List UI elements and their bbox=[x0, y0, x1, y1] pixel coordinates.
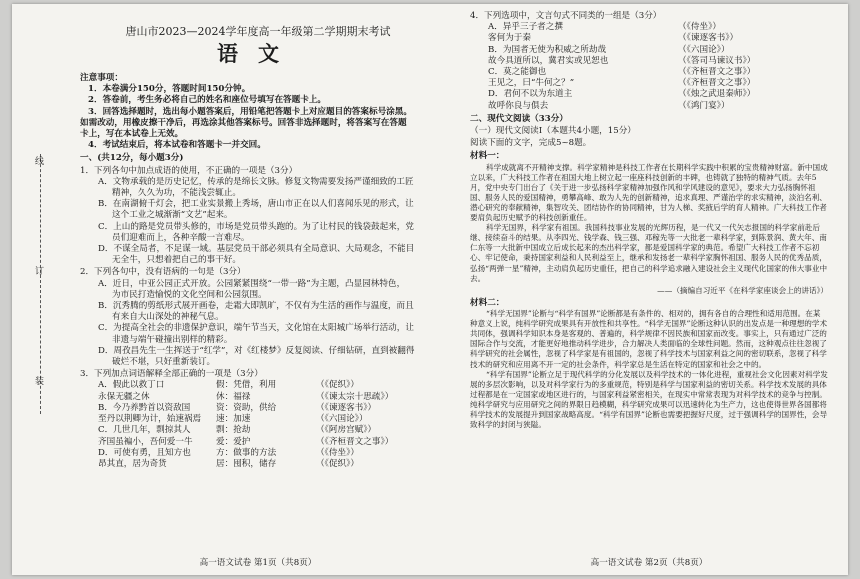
q3-source: （《促织》） bbox=[316, 380, 359, 391]
subject-title: 语文 bbox=[217, 41, 299, 66]
section-1-heading: 一、(共12分，每小题3分) bbox=[80, 153, 184, 164]
q1-option-a: A．文物承载的是历史记忆，传承的是绵长文脉。修复文物需要发扬严谨细致的工匠 bbox=[98, 176, 414, 187]
q3-row-7 bbox=[98, 448, 436, 459]
q4-source: （《齐桓晋文之事》） bbox=[678, 67, 756, 78]
q4-c-row-2 bbox=[488, 78, 828, 89]
binding-mark-2: 订 bbox=[35, 267, 45, 277]
material-2-body bbox=[470, 309, 828, 430]
q3-source: （《六国论》） bbox=[316, 414, 368, 425]
q4-text: 故呼你良与俱去 bbox=[488, 100, 549, 111]
q3-row-4 bbox=[98, 414, 436, 425]
q3-row-6 bbox=[98, 437, 436, 448]
q4-source: （《谏逐客书》） bbox=[678, 33, 739, 44]
q3-gloss: 假：凭借，利用 bbox=[216, 380, 277, 391]
q4-text: 客何为于秦 bbox=[488, 33, 531, 44]
q3-row-1 bbox=[98, 380, 436, 391]
q3-row-5 bbox=[98, 425, 436, 436]
q2-option-a-cont: 为市民打造愉悦的文化空间和公园氛围。 bbox=[112, 289, 267, 300]
q1-option-c-cont: 员们迎难而上，各种辛酸一言难尽。 bbox=[112, 232, 250, 243]
q3-text: B．今乃养黔首以资敌国 bbox=[98, 402, 191, 413]
q4-source: （《烛之武退秦师》） bbox=[678, 89, 756, 100]
note-4: 4．考试结束后，将本试卷和答题卡一并交回。 bbox=[88, 140, 266, 151]
exam-title: 唐山市2023—2024学年度高一年级第二学期期末考试 bbox=[125, 25, 391, 38]
question-2: 2．下列各句中，没有语病的一句是（3分） bbox=[80, 267, 246, 278]
material-2-para-2: “科学有国界”论断立足于现代科学的分化发展以及科学技术的一体化进程，重视社会文化因素对科学发展的多层次影响，以及对科学家行为的多重规范，特别是科学与国家利益的密切关系。科学技术发展的具体过程都是在一定国家或地区进行的，与国家利益紧密相关，在现实中常常表现为对科学技术的竞争与控制。纯科学研究与应用研究之间的界限日趋模糊，科学研究成果可以迅速转化为生产力，这也使得世界各国都将科学技术的发展提升到国家战略高度。“科学有国界”论断也需要把握好尺度，过于强调科学的国界性，会导致科学的封闭与狭隘。 bbox=[470, 369, 828, 430]
q2-option-a: A．近日，中亚公园正式开放。公园紧紧围绕“一带一路”为主题，凸显园林特色， bbox=[98, 278, 406, 289]
q2-option-b: B．沉秀腾的剪纸形式展开画卷，走霜大即凯旷，不仅有为生活的画作与温度，而且 bbox=[98, 301, 414, 312]
material-1-para-1: 科学成就离不开精神支撑。科学家精神是科技工作者在长期科学实践中积累的宝贵精神财富。新中国成立以来，广大科技工作者在祖国大地上树立起一座座科技创新的丰碑，也铸就了独特的精神气质。去年5月，党中央专门出台了《关于进一步弘扬科学家精神加强作风和学风建设的意见》，要求大力弘扬胸怀祖国、服务人民的爱国精神，勇攀高峰、敢为人先的创新精神，追求真理、严谨治学的求实精神，淡泊名利、潜心研究的奉献精神，集智攻关、团结协作的协同精神，甘为人梯、奖掖后学的育人精神。广大科技工作者要肩负起历史赋予的科技创新重任。 bbox=[470, 162, 828, 223]
exam-sheet bbox=[12, 4, 848, 575]
q4-text: 王见之，曰“牛何之？” bbox=[488, 78, 575, 89]
q3-text: D．可使有勇，且知方也 bbox=[98, 447, 191, 458]
section-2-heading: 二、现代文阅读（33分） bbox=[470, 113, 568, 124]
q3-source: （《促织》） bbox=[316, 458, 359, 469]
q1-option-b-cont: 这个工业之城渐渐“文艺”起来。 bbox=[112, 210, 233, 221]
q4-source: （《侍坐》） bbox=[678, 22, 721, 33]
q4-b-row-2 bbox=[488, 56, 828, 67]
q3-row-8 bbox=[98, 459, 436, 470]
q3-source: （《阿房宫赋》） bbox=[316, 425, 377, 436]
q4-d-row-1 bbox=[488, 89, 828, 100]
q4-a-row-2 bbox=[488, 33, 828, 44]
q3-text: 齐国虽褊小，吾何爱一牛 bbox=[98, 436, 193, 447]
binding-line bbox=[35, 154, 51, 414]
q2-option-c-cont: 非遗与端午碰撞出别样的精彩。 bbox=[112, 334, 233, 345]
q4-a-row-1 bbox=[488, 22, 828, 33]
note-2: 2．答卷前，考生务必将自己的姓名和座位号填写在答题卡上。 bbox=[88, 95, 327, 106]
material-1-body bbox=[470, 163, 828, 296]
q3-gloss: 资：资助，供给 bbox=[216, 402, 277, 413]
note-3b: 如需改动，用橡皮擦干净后，再选涂其他答案标号。回答非选择题时，将答案写在答题 bbox=[80, 117, 407, 128]
q4-source: （《齐桓晋文之事》） bbox=[678, 78, 756, 89]
question-1: 1．下列各句中加点成语的使用，不正确的一项是（3分） bbox=[80, 165, 298, 176]
q3-gloss: 速：加速 bbox=[216, 414, 251, 425]
notes-heading: 注意事项： bbox=[80, 73, 123, 83]
right-page bbox=[470, 10, 828, 575]
q2-option-b-cont: 有来自大山深处的神秘气息。 bbox=[112, 312, 224, 323]
q4-text: B．为国者无使为积威之所劫哉 bbox=[488, 44, 607, 55]
q4-source: （《答司马谏议书》） bbox=[678, 55, 756, 66]
left-page-footer: 高一语文试卷 第1页（共8页） bbox=[199, 557, 317, 568]
q3-source: （《谏逐客书》） bbox=[316, 402, 377, 413]
note-3: 3．回答选择题时，选出每小题答案后，用铅笔把答题卡上对应题目的答案标号涂黑。 bbox=[88, 106, 412, 117]
q3-gloss: 居：囤积，储存 bbox=[216, 458, 277, 469]
q3-source: （《侍坐》） bbox=[316, 447, 359, 458]
material-1-heading: 材料一： bbox=[470, 151, 505, 162]
q1-option-b: B．在南湖俯千灯会，把工业实景搬上秀场，唐山市正在以人们喜闻乐见的形式，让 bbox=[98, 199, 414, 210]
question-4: 4．下列选项中，文言句式不同类的一组是（3分） bbox=[470, 11, 662, 21]
q4-text: C．莫之能御也 bbox=[488, 67, 547, 78]
note-1: 1．本卷满分150分，答题时间150分钟。 bbox=[88, 84, 251, 95]
q3-gloss: 剽：抢劫 bbox=[216, 425, 251, 436]
q3-row-2 bbox=[98, 392, 436, 403]
right-page-footer: 高一语文试卷 第2页（共8页） bbox=[590, 557, 708, 568]
note-3c: 卡上，写在本试卷上无效。 bbox=[80, 129, 184, 140]
q3-gloss: 爱：爱护 bbox=[216, 436, 251, 447]
q3-text: 永保无疆之休 bbox=[98, 391, 150, 402]
q3-gloss: 休：福禄 bbox=[216, 391, 251, 402]
q3-gloss: 方：做事的方法 bbox=[216, 447, 277, 458]
q4-d-row-2 bbox=[488, 101, 828, 112]
q1-option-d-cont: 无全牛，只想着把自己的事干好。 bbox=[112, 255, 241, 266]
question-3: 3．下列加点词语解释全部正确的一项是（3分） bbox=[80, 369, 263, 380]
q3-row-3 bbox=[98, 403, 436, 414]
q4-c-row-1 bbox=[488, 67, 828, 78]
q3-source: （《谏太宗十思疏》） bbox=[316, 391, 394, 402]
q4-text: 故今具道所以，冀君实或见恕也 bbox=[488, 55, 609, 66]
reading-instruction: 阅读下面的文字，完成5~8题。 bbox=[470, 138, 592, 149]
q2-option-c: C．为提高全社会的非遗保护意识，端午节当天，文化馆在太阳城广场举行活动，让 bbox=[98, 323, 414, 334]
q1-option-d: D．不谋全局者，不足谋一域。基层党员干部必须具有全局意识、大局观念，不能目 bbox=[98, 244, 415, 255]
binding-mark-1: 线 bbox=[35, 157, 45, 167]
q4-source: （《六国论》） bbox=[678, 44, 730, 55]
material-2-para-1: “科学无国界”论断与“科学有国界”论断都是有条件的、相对的，拥有各自的合理性和适用范围。在某种意义上说，纯科学研究成果具有开放性和共享性。“科学无国界”论断这种认识的出发点是一种理想的学术共同体，强调科学知识本身是客观的、普遍的，科学规律不因民族和国家而改变。事实上，只有通过广泛的国际合作与交流，才能更好地推动科学进步，合力解决人类面临的全球性问题。然而，这种观点往往忽视了科学研究的社会属性，忽视了科学家是有祖国的，忽视了科学技术与国家利益之间的密切联系，忽视了科学技术的研究和应用离不开一定的社会条件，科学家总是生活在特定的国家和社会之中的。 bbox=[470, 309, 828, 369]
q3-text: 昂其直，居为奇货 bbox=[98, 458, 167, 469]
left-page bbox=[80, 10, 436, 575]
binding-mark-3: 装 bbox=[35, 377, 45, 387]
q3-text: C．几世几年，剽掠其人 bbox=[98, 425, 191, 436]
q4-b-row-1 bbox=[488, 45, 828, 56]
q3-text: 至丹以荆卿为计，始速祸焉 bbox=[98, 414, 202, 425]
q3-source: （《齐桓晋文之事》） bbox=[316, 436, 394, 447]
q4-text: D．君何不以为东道主 bbox=[488, 89, 573, 100]
q2-option-d: D．周孜昌先生一生挥送于“红学”，对《红楼梦》反复阅读、仔细钻研，直到被翻得 bbox=[98, 345, 415, 356]
material-2-heading: 材料二： bbox=[470, 297, 505, 308]
q2-option-d-cont: 破烂不堪，只好重新装订。 bbox=[112, 357, 216, 368]
material-1-para-2: 科学无国界，科学家有祖国。我国科技事业发展的光辉历程，是一代又一代矢志报国的科学家前赴后继、接续奋斗的结果。从李四光、钱学森、钱三强、邓稼先等一大批老一辈科学家，到陈景润、黄大年、南仁东等一大批新中国成立后成长起来的杰出科学家，都是爱国科学家的典范。希望广大科技工作者不忘初心、牢记使命，秉持国家利益和人民利益至上，继承和发扬老一辈科学家胸怀祖国、服务人民的优秀品质，弘扬“两弹一星”精神，主动肩负起历史重任，把自己的科学追求融入建设社会主义现代化国家的伟大事业中去。 bbox=[470, 223, 828, 283]
material-1-source: ——（摘编自习近平《在科学家座谈会上的讲话》） bbox=[657, 285, 828, 295]
q4-source: （《鸿门宴》） bbox=[678, 100, 730, 111]
q3-text: A．假此以救丁口 bbox=[98, 380, 165, 391]
q4-text: A．异乎三子者之撰 bbox=[488, 22, 563, 33]
subsection-heading: （一）现代文阅读Ⅰ（本题共4小题，15分） bbox=[470, 126, 636, 137]
q1-option-a-cont: 精神，久久为功，不能浅尝辄止。 bbox=[112, 188, 241, 199]
q1-option-c: C．上山的路是党员带头修的，市场是党员带头跑的。为了让村民的钱袋鼓起来，党 bbox=[98, 221, 414, 232]
